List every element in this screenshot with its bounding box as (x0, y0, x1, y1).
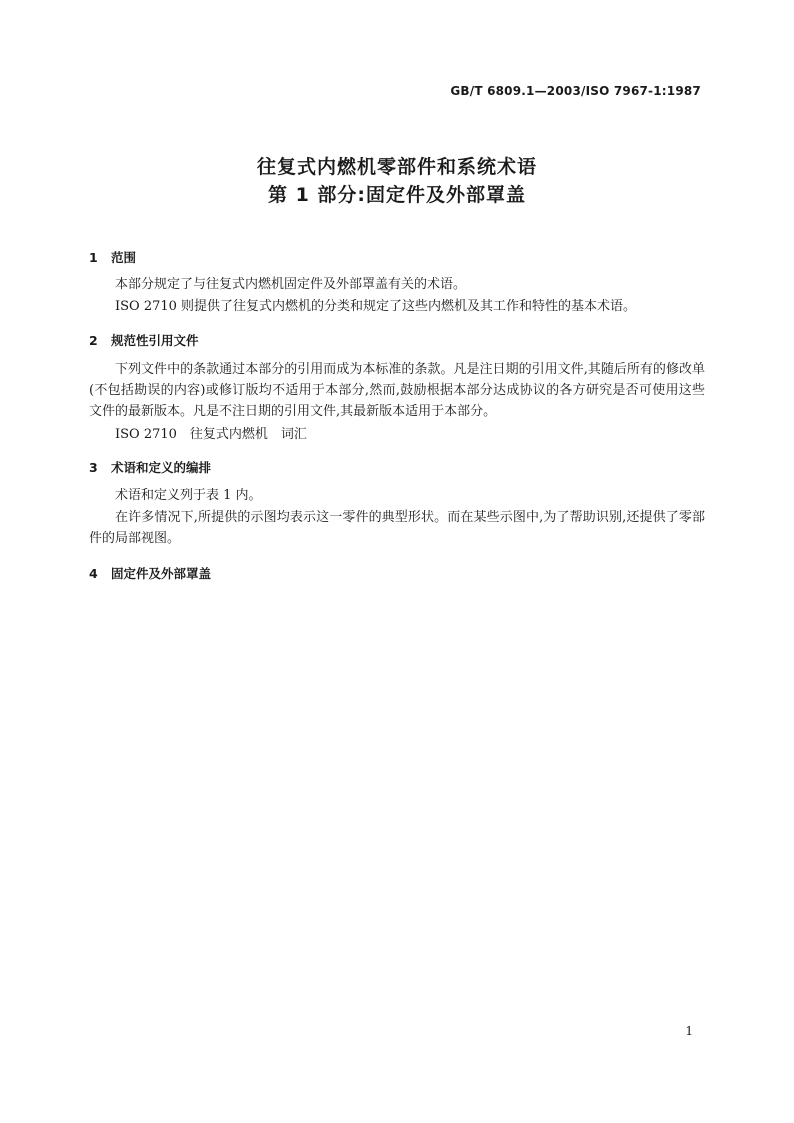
section-heading-4 (89, 564, 211, 582)
paragraph: 本部分规定了与往复式内燃机固定件及外部罩盖有关的术语。 (115, 277, 467, 292)
paragraph: 在许多情况下,所提供的示图均表示这一零件的典型形状。而在某些示图中,为了帮助识别,还提供了零部件的局部视图。 (89, 510, 705, 546)
document-subtitle: 第 1 部分:固定件及外部罩盖 (267, 184, 527, 206)
section-number: 3 (89, 460, 98, 475)
paragraph: 下列文件中的条款通过本部分的引用而成为本标准的条款。凡是注日期的引用文件,其随后所有的修改单(不包括勘误的内容)或修订版均不适用于本部分,然而,鼓励根据本部分达成协议的各方研究是否可使用这些文件的最新版本。凡是不注日期的引用文件,其最新版本适用于本部分。 (89, 362, 705, 419)
document-title: 往复式内燃机零部件和系统术语 (256, 156, 537, 178)
section-title: 术语和定义的编排 (111, 460, 212, 475)
section-heading-2 (89, 331, 199, 349)
section-number: 2 (89, 333, 98, 348)
page-number: 1 (685, 1024, 693, 1038)
section-heading-3 (89, 458, 211, 476)
paragraph: ISO 2710 则提供了往复式内燃机的分类和规定了这些内燃机及其工作和特性的基本术语。 (115, 299, 637, 314)
section-heading-1 (89, 248, 136, 266)
paragraph: ISO 2710 往复式内燃机 词汇 (115, 427, 307, 442)
section-number: 4 (89, 566, 98, 581)
paragraph: 术语和定义列于表 1 内。 (115, 488, 262, 503)
standard-code-header: GB/T 6809.1—2003/ISO 7967-1:1987 (450, 84, 701, 98)
section-number: 1 (89, 250, 98, 265)
section-title: 规范性引用文件 (111, 333, 199, 348)
section-title: 固定件及外部罩盖 (111, 566, 212, 581)
section-title: 范围 (111, 250, 137, 265)
